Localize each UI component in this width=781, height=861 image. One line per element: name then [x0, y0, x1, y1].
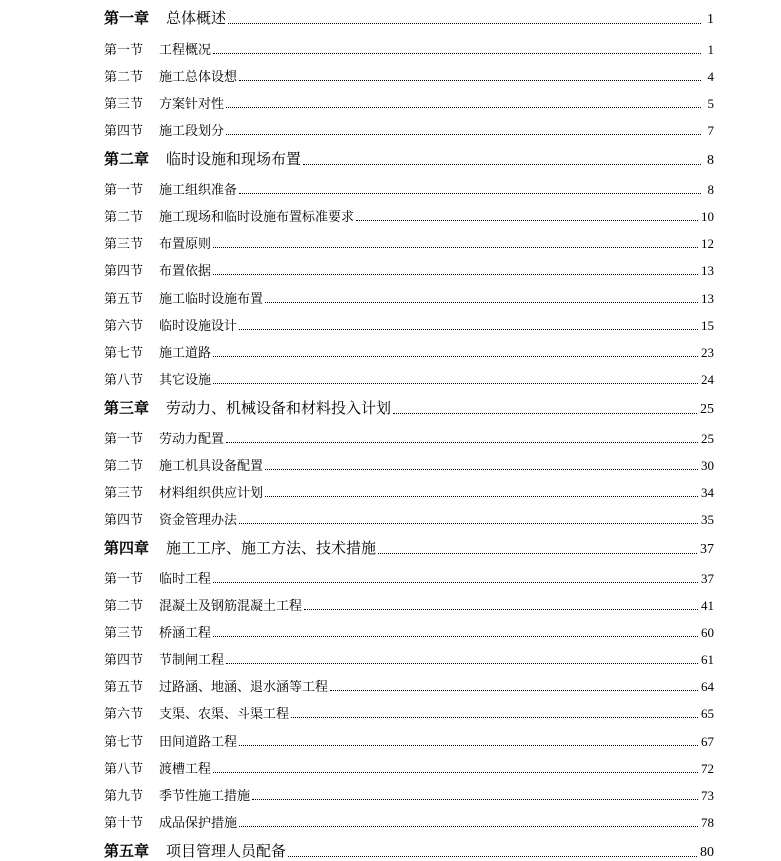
toc-section-row[interactable] — [104, 809, 714, 831]
toc-page-number: 60 — [701, 625, 714, 640]
toc-page-number: 25 — [701, 431, 714, 446]
toc-section-row[interactable] — [104, 285, 714, 307]
toc-page-number: 80 — [700, 845, 714, 860]
toc-entry-title: 桥涵工程 — [159, 626, 212, 641]
dot-leader — [239, 745, 698, 746]
toc-entry-title: 劳动力配置 — [159, 432, 225, 447]
toc-entry-number: 第一章 — [104, 9, 150, 27]
toc-section-row[interactable] — [104, 425, 714, 447]
toc-page-number: 65 — [701, 706, 714, 721]
toc-entry-number: 第二节 — [104, 210, 144, 225]
dot-leader — [393, 413, 697, 414]
toc-entry-number: 第五节 — [104, 680, 144, 695]
toc-chapter-row[interactable] — [104, 147, 714, 169]
toc-entry-number: 第三节 — [104, 97, 144, 112]
toc-entry-title: 施工组织准备 — [159, 183, 238, 198]
toc-entry-title: 总体概述 — [166, 9, 227, 27]
dot-leader — [226, 663, 698, 664]
toc-page-number: 13 — [701, 291, 714, 306]
dot-leader — [239, 80, 701, 81]
toc-entry-number: 第三节 — [104, 626, 144, 641]
dot-leader — [226, 107, 701, 108]
dot-leader — [304, 609, 698, 610]
toc-entry-title: 临时工程 — [159, 572, 212, 587]
dot-leader — [265, 496, 698, 497]
toc-section-row[interactable] — [104, 366, 714, 388]
toc-section-row[interactable] — [104, 755, 714, 777]
toc-page-number: 64 — [701, 679, 714, 694]
toc-entry-title: 材料组织供应计划 — [159, 486, 264, 501]
toc-entry-number: 第一节 — [104, 43, 144, 58]
toc-entry-title: 季节性施工措施 — [159, 789, 251, 804]
toc-entry-title: 资金管理办法 — [159, 513, 238, 528]
toc-section-row[interactable] — [104, 728, 714, 750]
toc-entry-number: 第四节 — [104, 653, 144, 668]
dot-leader — [239, 523, 698, 524]
toc-entry-title: 混凝土及钢筋混凝土工程 — [159, 599, 303, 614]
toc-entry-number: 第四节 — [104, 124, 144, 139]
toc-entry-title: 其它设施 — [159, 373, 212, 388]
dot-leader — [288, 856, 697, 857]
toc-section-row[interactable] — [104, 565, 714, 587]
toc-page-number: 34 — [701, 485, 714, 500]
toc-entry-title: 布置依据 — [159, 264, 212, 279]
toc-page-number: 13 — [701, 263, 714, 278]
toc-entry-title: 渡槽工程 — [159, 762, 212, 777]
toc-section-row[interactable] — [104, 63, 714, 85]
dot-leader — [239, 329, 698, 330]
dot-leader — [265, 469, 698, 470]
toc-entry-number: 第七节 — [104, 735, 144, 750]
dot-leader — [239, 193, 701, 194]
toc-page-number: 24 — [701, 372, 714, 387]
toc-entry-title: 施工临时设施布置 — [159, 292, 264, 307]
toc-entry-number: 第三节 — [104, 237, 144, 252]
toc-page-number: 30 — [701, 458, 714, 473]
toc-page-number: 8 — [707, 153, 714, 168]
toc-entry-number: 第一节 — [104, 183, 144, 198]
dot-leader — [213, 274, 698, 275]
toc-entry-number: 第四节 — [104, 513, 144, 528]
toc-entry-number: 第一节 — [104, 572, 144, 587]
toc-section-row[interactable] — [104, 673, 714, 695]
toc-entry-number: 第七节 — [104, 346, 144, 361]
toc-page-number: 37 — [700, 542, 714, 557]
toc-page-number: 4 — [707, 69, 714, 84]
toc-section-row[interactable] — [104, 257, 714, 279]
toc-entry-title: 过路涵、地涵、退水涵等工程 — [159, 680, 329, 695]
toc-chapter-row[interactable] — [104, 396, 714, 418]
toc-section-row[interactable] — [104, 479, 714, 501]
toc-entry-number: 第四节 — [104, 264, 144, 279]
toc-entry-title: 临时设施设计 — [159, 319, 238, 334]
toc-entry-number: 第八节 — [104, 762, 144, 777]
toc-entry-number: 第一节 — [104, 432, 144, 447]
toc-section-row[interactable] — [104, 203, 714, 225]
toc-entry-title: 布置原则 — [159, 237, 212, 252]
dot-leader — [213, 772, 698, 773]
toc-page-number: 37 — [701, 571, 714, 586]
toc-entry-title: 方案针对性 — [159, 97, 225, 112]
dot-leader — [226, 442, 698, 443]
toc-page-number: 78 — [701, 815, 714, 830]
toc-entry-number: 第六节 — [104, 707, 144, 722]
toc-page-number: 72 — [701, 761, 714, 776]
dot-leader — [213, 636, 698, 637]
toc-page-number: 67 — [701, 734, 714, 749]
toc-chapter-row[interactable] — [104, 6, 714, 28]
toc-section-row[interactable] — [104, 782, 714, 804]
toc-entry-number: 第十节 — [104, 816, 144, 831]
toc-section-row[interactable] — [104, 619, 714, 641]
dot-leader — [228, 23, 701, 24]
toc-entry-title: 节制闸工程 — [159, 653, 225, 668]
toc-entry-number: 第二节 — [104, 599, 144, 614]
toc-page-number: 73 — [701, 788, 714, 803]
toc-entry-number: 第三章 — [104, 399, 150, 417]
toc-section-row[interactable] — [104, 700, 714, 722]
toc-entry-title: 工程概况 — [159, 43, 212, 58]
toc-page-number: 12 — [701, 236, 714, 251]
toc-entry-number: 第五节 — [104, 292, 144, 307]
toc-entry-number: 第八节 — [104, 373, 144, 388]
dot-leader — [356, 220, 698, 221]
dot-leader — [330, 690, 698, 691]
toc-page-number: 35 — [701, 512, 714, 527]
dot-leader — [213, 247, 698, 248]
toc-entry-number: 第二章 — [104, 150, 150, 168]
toc-entry-number: 第二节 — [104, 70, 144, 85]
toc-entry-title: 施工段划分 — [159, 124, 225, 139]
dot-leader — [265, 302, 698, 303]
toc-section-row[interactable] — [104, 646, 714, 668]
toc-entry-title: 施工道路 — [159, 346, 212, 361]
dot-leader — [226, 134, 701, 135]
toc-section-row[interactable] — [104, 339, 714, 361]
toc-section-row[interactable] — [104, 176, 714, 198]
toc-page-number: 25 — [700, 402, 714, 417]
toc-section-row[interactable] — [104, 36, 714, 58]
toc-entry-title: 施工工序、施工方法、技术措施 — [166, 539, 377, 557]
toc-section-row[interactable] — [104, 312, 714, 334]
dot-leader — [213, 582, 698, 583]
dot-leader — [378, 553, 697, 554]
toc-page-number: 7 — [707, 123, 714, 138]
toc-page-number: 23 — [701, 345, 714, 360]
toc-entry-number: 第五章 — [104, 842, 150, 860]
toc-page-number: 1 — [707, 12, 714, 27]
toc-chapter-row[interactable] — [104, 839, 714, 861]
dot-leader — [291, 717, 698, 718]
toc-entry-number: 第三节 — [104, 486, 144, 501]
toc-page-number: 10 — [701, 209, 714, 224]
toc-entry-number: 第六节 — [104, 319, 144, 334]
toc-page-number: 1 — [707, 42, 714, 57]
toc-entry-title: 劳动力、机械设备和材料投入计划 — [166, 399, 392, 417]
toc-entry-title: 临时设施和现场布置 — [166, 150, 302, 168]
toc-entry-title: 施工总体设想 — [159, 70, 238, 85]
toc-entry-number: 第二节 — [104, 459, 144, 474]
toc-page-number: 8 — [707, 182, 714, 197]
toc-entry-title: 支渠、农渠、斗渠工程 — [159, 707, 290, 722]
toc-entry-title: 成品保护措施 — [159, 816, 238, 831]
toc-chapter-row[interactable] — [104, 536, 714, 558]
toc-section-row[interactable] — [104, 117, 714, 139]
toc-page-number: 41 — [701, 598, 714, 613]
toc-page-number: 15 — [701, 318, 714, 333]
dot-leader — [213, 356, 698, 357]
dot-leader — [213, 383, 698, 384]
toc-entry-title: 田间道路工程 — [159, 735, 238, 750]
toc-section-row[interactable] — [104, 506, 714, 528]
toc-entry-title: 项目管理人员配备 — [166, 842, 287, 860]
toc-page-number: 61 — [701, 652, 714, 667]
toc-entry-title: 施工机具设备配置 — [159, 459, 264, 474]
toc-entry-number: 第九节 — [104, 789, 144, 804]
toc-page-number: 5 — [707, 96, 714, 111]
toc-entry-number: 第四章 — [104, 539, 150, 557]
dot-leader — [303, 164, 701, 165]
toc-section-row[interactable] — [104, 230, 714, 252]
toc-section-row[interactable] — [104, 592, 714, 614]
toc-section-row[interactable] — [104, 90, 714, 112]
dot-leader — [213, 53, 701, 54]
toc-entry-title: 施工现场和临时设施布置标准要求 — [159, 210, 355, 225]
toc-section-row[interactable] — [104, 452, 714, 474]
dot-leader — [252, 799, 698, 800]
dot-leader — [239, 826, 698, 827]
